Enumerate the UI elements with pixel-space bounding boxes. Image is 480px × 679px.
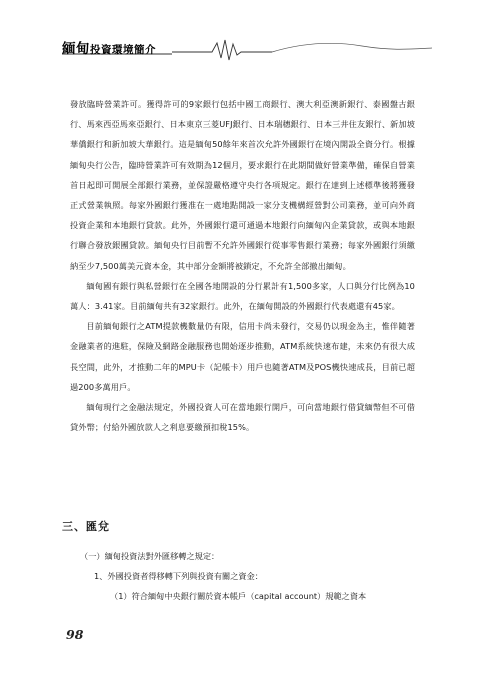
regulation-list: [70, 546, 420, 607]
page-number: 98: [66, 627, 84, 642]
paragraph-finance-law: 緬甸現行之金融法規定，外國投資人可在當地銀行開戶，可向當地銀行借貸緬幣但不可借貸外幣；付給外國放款人之利息要繳預扣稅15%。: [70, 402, 415, 433]
list-item-level3: （1）符合緬甸中央銀行關於資本帳戶（capital account）規範之資本: [110, 591, 367, 602]
header-title: [62, 37, 156, 57]
section-heading: 三、匯兌: [62, 520, 110, 533]
paragraph-bank-licenses: 發放臨時營業許可。獲得許可的9家銀行包括中國工商銀行、澳大利亞澳新銀行、泰國盤古銀行、馬來西亞馬來亞銀行、日本東京三菱UFJ銀行、日本瑞穗銀行、日本三井住友銀行、新加坡華僑銀行和新加坡大華銀行。這是緬甸50餘年來首次允許外國銀行在境內開設全資分行。根據緬甸央行公告，臨時營業許可有效期為12個月，要求銀行在此期間做好營業準備，確保自營業首日起即可開展全部銀行業務，並保證嚴格遵守央行各項規定。銀行在達到上述標準後將獲發正式營業執照。每家外國銀行獲准在一處地點開設一家分支機構經營對公司業務，並可向外商投資企業和本地銀行貸款。此外，外國銀行還可通過本地銀行向緬甸內企業貸款，或與本地銀行聯合發放銀團貸款。緬甸央行目前暫不允許外國銀行從事零售銀行業務；每家外國銀行須繳納至少7,500萬美元資本金，其中部分金額將被鎖定，不允許全部撤出緬甸。: [70, 99, 415, 271]
header-title-sub: 投資環境簡介: [90, 44, 156, 56]
body-text: [70, 94, 415, 437]
list-item-level1: （一）緬甸投資法對外匯移轉之規定：: [80, 551, 220, 561]
paragraph-atm-cards: 目前緬甸銀行之ATM提款機數量仍有限，信用卡尚未發行，交易仍以現金為主，惟伴隨著金融業者的進駐，保險及網路金融服務也開始逐步推動，ATM系統快速布建，未來仍有很大成長空間，此外，才推動二年的MPU卡（記帳卡）用戶也隨著ATM及POS機快速成長，目前已超過200多萬用戶。: [70, 321, 415, 392]
list-item-level2: 1、外國投資者得移轉下列與投資有關之資金：: [94, 571, 263, 582]
header-title-main: 緬甸: [62, 41, 90, 57]
running-header: [62, 33, 432, 61]
paragraph-bank-branches: 緬甸國有銀行與私營銀行在全國各地開設的分行累計有1,500多家，人口與分行比例為10萬人：3.41家。目前緬甸共有32家銀行。此外，在緬甸開設的外國銀行代表處還有45家。: [70, 280, 415, 312]
